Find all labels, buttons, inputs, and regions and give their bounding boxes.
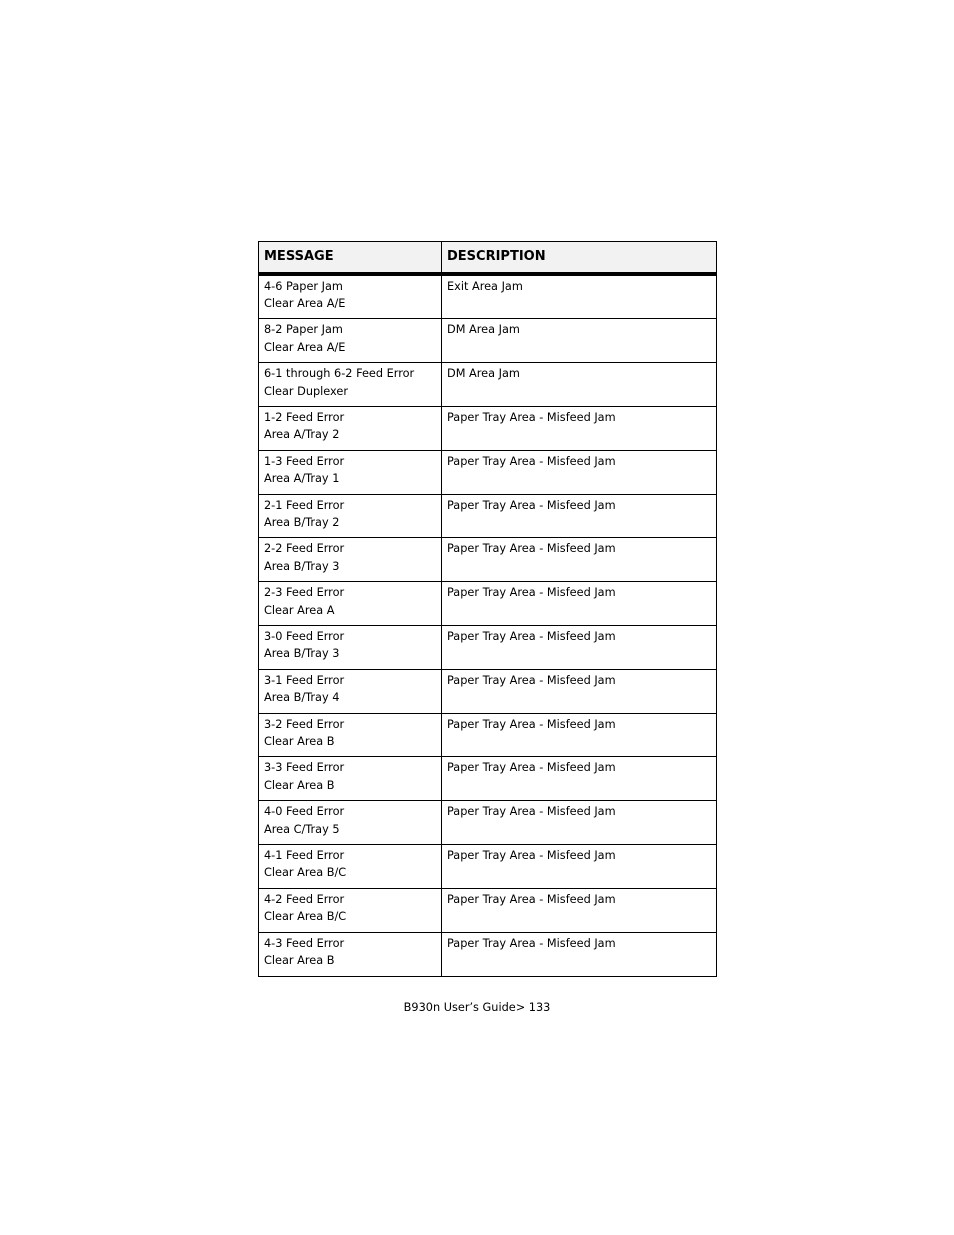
message-code: 3-1 Feed Error: [264, 673, 345, 687]
table-row: [259, 932, 717, 976]
message-action: Clear Duplexer: [264, 384, 348, 398]
description-cell: DM Area Jam: [442, 363, 717, 407]
table-row: [259, 888, 717, 932]
message-cell: [259, 406, 442, 450]
description-cell: Paper Tray Area - Misfeed Jam: [442, 450, 717, 494]
message-action: Area C/Tray 5: [264, 822, 340, 836]
message-cell: [259, 494, 442, 538]
message-action: Clear Area B/C: [264, 910, 347, 924]
message-cell: [259, 582, 442, 626]
message-code: 3-2 Feed Error: [264, 717, 345, 731]
header-description: DESCRIPTION: [442, 242, 717, 274]
message-code: 8-2 Paper Jam: [264, 323, 343, 337]
message-code: 3-3 Feed Error: [264, 761, 345, 775]
page-footer: B930n User’s Guide> 133: [403, 1001, 551, 1014]
table-header-row: [259, 242, 717, 274]
description-cell: Paper Tray Area - Misfeed Jam: [442, 713, 717, 757]
message-action: Clear Area A/E: [264, 296, 346, 310]
description-cell: Paper Tray Area - Misfeed Jam: [442, 494, 717, 538]
table-row: [259, 274, 717, 319]
message-cell: [259, 757, 442, 801]
message-code: 2-3 Feed Error: [264, 586, 345, 600]
description-cell: Paper Tray Area - Misfeed Jam: [442, 669, 717, 713]
message-cell: [259, 845, 442, 889]
table-row: [259, 363, 717, 407]
table-row: [259, 319, 717, 363]
message-table: [258, 241, 717, 977]
message-action: Area B/Tray 3: [264, 647, 340, 661]
message-cell: [259, 626, 442, 670]
header-message: MESSAGE: [259, 242, 442, 274]
message-code: 1-2 Feed Error: [264, 410, 345, 424]
message-cell: [259, 363, 442, 407]
message-action: Clear Area B: [264, 735, 335, 749]
table-row: [259, 538, 717, 582]
message-action: Clear Area B/C: [264, 866, 347, 880]
message-action: Area B/Tray 2: [264, 515, 340, 529]
message-action: Clear Area B: [264, 954, 335, 968]
description-cell: Paper Tray Area - Misfeed Jam: [442, 845, 717, 889]
message-code: 2-2 Feed Error: [264, 542, 345, 556]
table-row: [259, 582, 717, 626]
message-cell: [259, 713, 442, 757]
description-cell: Exit Area Jam: [442, 274, 717, 319]
message-action: Clear Area A: [264, 603, 335, 617]
description-cell: Paper Tray Area - Misfeed Jam: [442, 406, 717, 450]
message-action: Area A/Tray 2: [264, 428, 340, 442]
message-code: 3-0 Feed Error: [264, 630, 345, 643]
description-cell: Paper Tray Area - Misfeed Jam: [442, 801, 717, 845]
description-cell: Paper Tray Area - Misfeed Jam: [442, 757, 717, 801]
message-code: 4-2 Feed Error: [264, 892, 345, 906]
message-action: Area A/Tray 1: [264, 472, 340, 486]
description-cell: Paper Tray Area - Misfeed Jam: [442, 932, 717, 976]
message-code: 1-3 Feed Error: [264, 454, 345, 468]
message-action: Area B/Tray 3: [264, 559, 340, 573]
table-body: [259, 274, 717, 977]
message-action: Clear Area A/E: [264, 340, 346, 354]
table-row: [259, 669, 717, 713]
description-cell: Paper Tray Area - Misfeed Jam: [442, 582, 717, 626]
message-code: 4-6 Paper Jam: [264, 279, 343, 293]
message-cell: [259, 669, 442, 713]
message-code: 4-0 Feed Error: [264, 805, 345, 819]
message-cell: [259, 450, 442, 494]
table-row: [259, 845, 717, 889]
description-cell: Paper Tray Area - Misfeed Jam: [442, 888, 717, 932]
message-cell: [259, 319, 442, 363]
description-cell: Paper Tray Area - Misfeed Jam: [442, 538, 717, 582]
message-cell: [259, 888, 442, 932]
message-cell: [259, 801, 442, 845]
description-cell: DM Area Jam: [442, 319, 717, 363]
table-row: [259, 494, 717, 538]
table-row: [259, 626, 717, 670]
description-cell: Paper Tray Area - Misfeed Jam: [442, 626, 717, 670]
message-cell: [259, 538, 442, 582]
message-code: 4-1 Feed Error: [264, 849, 345, 863]
table-row: [259, 713, 717, 757]
table-row: [259, 757, 717, 801]
message-code: 2-1 Feed Error: [264, 498, 345, 512]
message-cell: [259, 274, 442, 319]
message-action: Area B/Tray 4: [264, 691, 340, 705]
message-code: 6-1 through 6-2 Feed Error: [264, 367, 415, 381]
message-action: Clear Area B: [264, 778, 335, 792]
table-row: [259, 450, 717, 494]
table-row: [259, 801, 717, 845]
message-cell: [259, 932, 442, 976]
table-row: [259, 406, 717, 450]
message-code: 4-3 Feed Error: [264, 936, 345, 950]
